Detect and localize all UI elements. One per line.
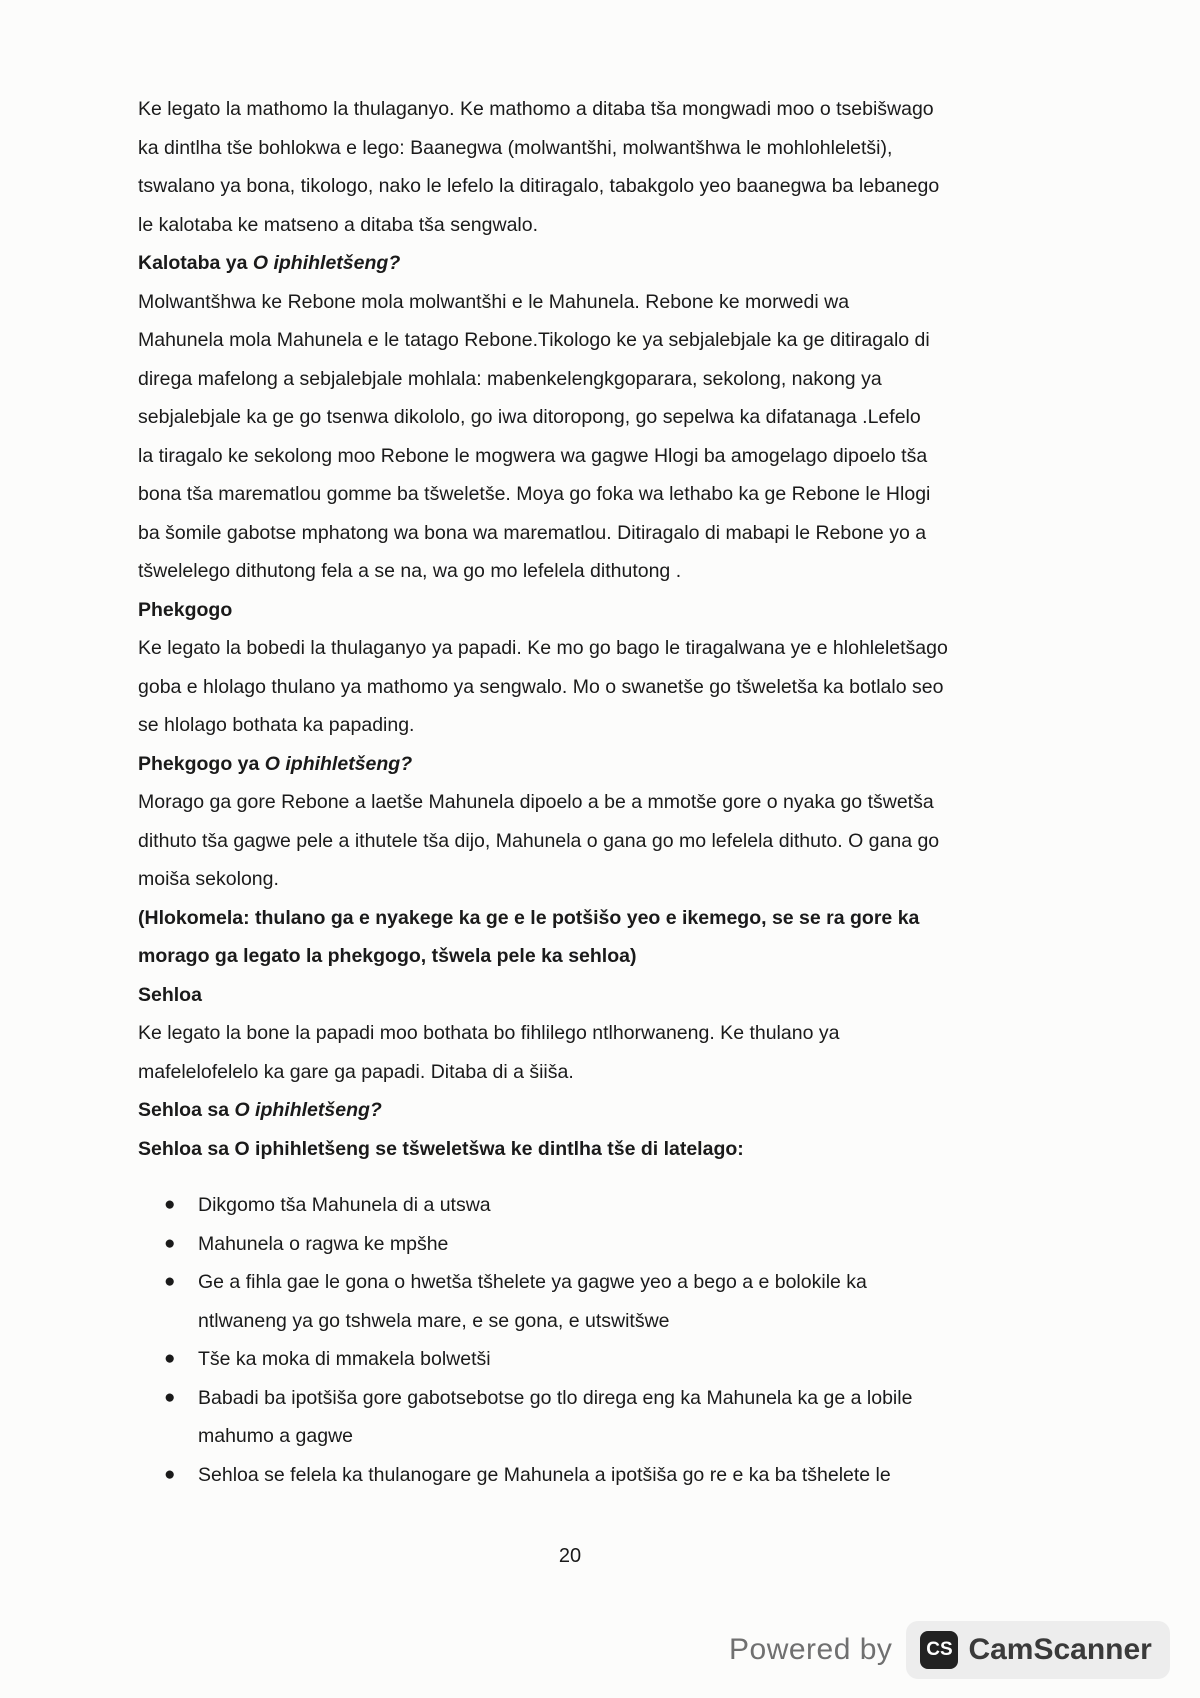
text-line: Sehloa se felela ka thulanogare ge Mahunela a ipotšiša go re e ka ba tšhelete le — [198, 1463, 891, 1486]
text-line: Morago ga gore Rebone a laetše Mahunela dipoelo a be a mmotše gore o nyaka go tšwetša — [138, 791, 934, 813]
text-line: morago ga legato la phekgogo, tšwela pele ka sehloa) — [138, 945, 637, 967]
heading-text: Phekgogo ya — [138, 752, 265, 775]
page-number: 20 — [558, 1545, 582, 1567]
text-line: ka dintlha tše bohlokwa e lego: Baanegwa (molwantšhi, molwantšhwa le mohlohleletši), — [138, 136, 893, 159]
camscanner-watermark — [729, 1615, 1174, 1685]
bullet-icon: ● — [164, 1232, 176, 1254]
heading-kalotaba — [138, 244, 1018, 283]
text-line: Dikgomo tša Mahunela di a utswa — [198, 1194, 491, 1216]
paragraph-phekgogo-ya — [138, 783, 1018, 899]
text-line: le kalotaba ke matseno a ditaba tša sengwalo. — [138, 213, 539, 236]
heading-italic: O iphihletšeng? — [252, 252, 401, 274]
text-line: goba e hlolago thulano ya mathomo ya sengwalo. Mo o swanetše go tšweletša ka botlalo seo — [138, 675, 944, 698]
list-item — [164, 1225, 1018, 1264]
text-line: Mahunela o ragwa ke mpšhe — [198, 1232, 449, 1255]
text-line: la tiragalo ke sekolong moo Rebone le mogwera wa gagwe Hlogi ba amogelago dipoelo tša — [138, 444, 928, 467]
heading-text: Kalotaba ya — [138, 252, 253, 274]
list-item — [164, 1456, 1018, 1495]
text-line: sebjalebjale ka ge go tsenwa dikololo, go iwa ditoropong, go sepelwa ka difatanaga .Lefelo — [138, 406, 921, 428]
list-item — [164, 1263, 1018, 1340]
bullet-icon: ● — [164, 1348, 176, 1369]
text-line: Ge a fihla gae le gona o hwetša tšhelete ya gagwe yeo a bego a e bolokile ka — [198, 1271, 867, 1293]
text-line: Ke legato la bone la papadi moo bothata bo fihlilego ntlhorwaneng. Ke thulano ya — [138, 1022, 840, 1044]
heading-italic: O iphihletšeng? — [264, 752, 413, 775]
text-line: tswalano ya bona, tikologo, nako le lefelo la ditiragalo, tabakgolo yeo baanegwa ba lebanego — [138, 175, 940, 197]
brand-name: CamScanner — [968, 1633, 1152, 1666]
paragraph-mathomo — [138, 90, 1018, 244]
camscanner-logo-icon: CS — [920, 1631, 958, 1669]
list-item — [164, 1379, 1018, 1456]
text-line: moiša sekolong. — [138, 868, 279, 890]
paragraph-phekgogo — [138, 629, 1018, 745]
text-line: tšwelelego dithutong fela a se na, wa go mo lefelela dithutong . — [138, 560, 682, 582]
bullet-icon: ● — [164, 1463, 176, 1485]
heading-sehloa-sa — [138, 1091, 1018, 1130]
text-line: bona tša marematlou gomme ba tšweletše. Moya go foka wa lethabo ka ge Rebone le Hlogi — [138, 483, 931, 505]
text-line: Molwantšhwa ke Rebone mola molwantšhi e le Mahunela. Rebone ke morwedi wa — [138, 290, 850, 313]
paragraph-sehloa — [138, 1014, 1018, 1091]
text-line: Ke legato la bobedi la thulaganyo ya papadi. Ke mo go bago le tiragalwana ye e hlohleletšago — [138, 637, 948, 659]
document-body — [138, 90, 1018, 1494]
list-item — [164, 1186, 1018, 1225]
text-line: Mahunela mola Mahunela e le tatago Rebone.Tikologo ke ya sebjalebjale ka ge ditiragalo di — [138, 329, 930, 351]
text-line: mafelelofelelo ka gare ga papadi. Ditaba di a šiiša. — [138, 1060, 574, 1083]
text-line: se hlolago bothata ka papading. — [138, 714, 415, 736]
powered-by-text: Powered by — [729, 1633, 893, 1666]
bullet-icon: ● — [164, 1271, 176, 1292]
heading-italic: O iphihletšeng? — [234, 1099, 382, 1121]
heading-sehloa-points: Sehloa sa O iphihletšeng se tšweletšwa ke dintlha tše di latelago: — [138, 1137, 744, 1160]
text-line: mahumo a gagwe — [198, 1425, 354, 1447]
text-line: Tše ka moka di mmakela bolwetši — [198, 1348, 491, 1370]
paragraph-kalotaba — [138, 283, 1018, 591]
bullet-icon: ● — [164, 1194, 176, 1215]
note-hlokomela — [138, 899, 1018, 976]
text-line: Ke legato la mathomo la thulaganyo. Ke mathomo a ditaba tša mongwadi moo o tsebišwago — [138, 98, 934, 120]
list-item — [164, 1340, 1018, 1379]
text-line: ntlwaneng ya go tshwela mare, e se gona, e utswitšwe — [198, 1309, 670, 1332]
sehloa-bullet-list — [138, 1186, 1018, 1494]
text-line: Babadi ba ipotšiša gore gabotsebotse go tlo direga eng ka Mahunela ka ge a lobile — [198, 1386, 913, 1409]
heading-phekgogo: Phekgogo — [138, 598, 233, 621]
bullet-icon: ● — [164, 1386, 176, 1408]
heading-phekgogo-ya — [138, 745, 1018, 784]
text-line: dithuto tša gagwe pele a ithutele tša dijo, Mahunela o gana go mo lefelela dithuto. O gana go — [138, 829, 940, 852]
text-line: ba šomile gabotse mphatong wa bona wa marematlou. Ditiragalo di mabapi le Rebone yo a — [138, 521, 927, 544]
camscanner-badge — [906, 1621, 1169, 1679]
heading-text: Sehloa sa — [138, 1099, 235, 1121]
text-line: direga mafelong a sebjalebjale mohlala: mabenkelengkgoparara, sekolong, nakong ya — [138, 367, 882, 390]
heading-sehloa: Sehloa — [138, 983, 202, 1006]
text-line: (Hlokomela: thulano ga e nyakege ka ge e le potšišo yeo e ikemego, se se ra gore ka — [138, 906, 920, 929]
